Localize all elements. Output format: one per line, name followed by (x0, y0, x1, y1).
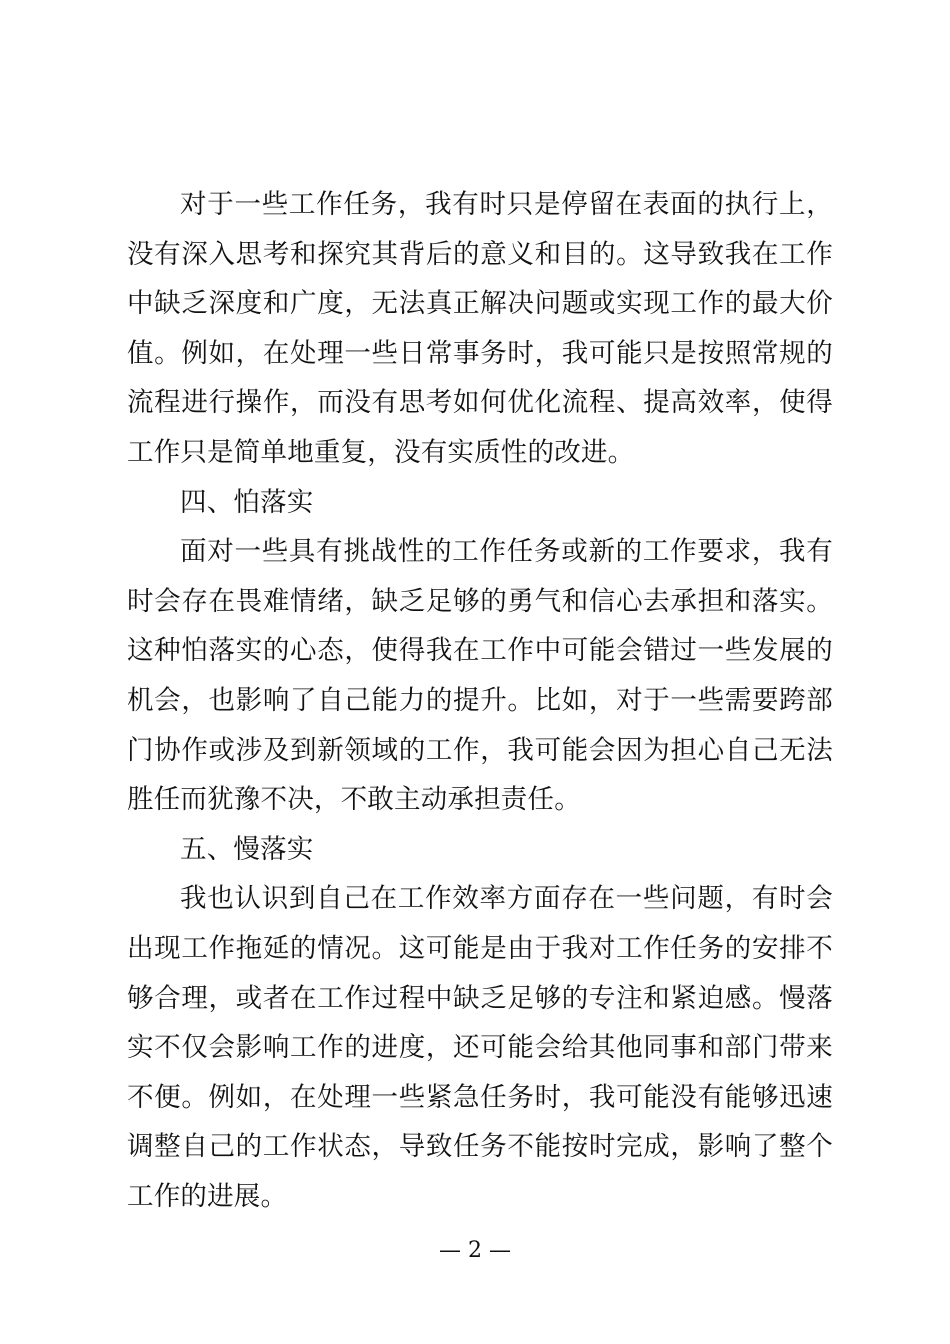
paragraph-fear-of-implementation: 面对一些具有挑战性的工作任务或新的工作要求，我有时会存在畏难情绪，缺乏足够的勇气和信心去承担和落实。这种怕落实的心态，使得我在工作中可能会错过一些发展的机会，也影响了自己能力的提升。比如，对于一些需要跨部门协作或涉及到新领域的工作，我可能会因为担心自己无法胜任而犹豫不决，不敢主动承担责任。 (127, 536, 833, 816)
document-body (127, 180, 833, 1221)
paragraph-slow-implementation: 我也认识到自己在工作效率方面存在一些问题，有时会出现工作拖延的情况。这可能是由于我对工作任务的安排不够合理，或者在工作过程中缺乏足够的专注和紧迫感。慢落实不仅会影响工作的进度，还可能会给其他同事和部门带来不便。例如，在处理一些紧急任务时，我可能没有能够迅速调整自己的工作状态，导致任务不能按时完成，影响了整个工作的进展。 (127, 883, 833, 1212)
page-number: — 2 — (439, 1238, 511, 1263)
paragraph-surface-execution: 对于一些工作任务，我有时只是停留在表面的执行上，没有深入思考和探究其背后的意义和目的。这导致我在工作中缺乏深度和广度，无法真正解决问题或实现工作的最大价值。例如，在处理一些日常事务时，我可能只是按照常规的流程进行操作，而没有思考如何优化流程、提高效率，使得工作只是简单地重复，没有实质性的改进。 (127, 189, 833, 468)
section-heading-slow-implementation: 五、慢落实 (180, 833, 314, 865)
section-heading-fear-of-implementation: 四、怕落实 (180, 486, 314, 518)
